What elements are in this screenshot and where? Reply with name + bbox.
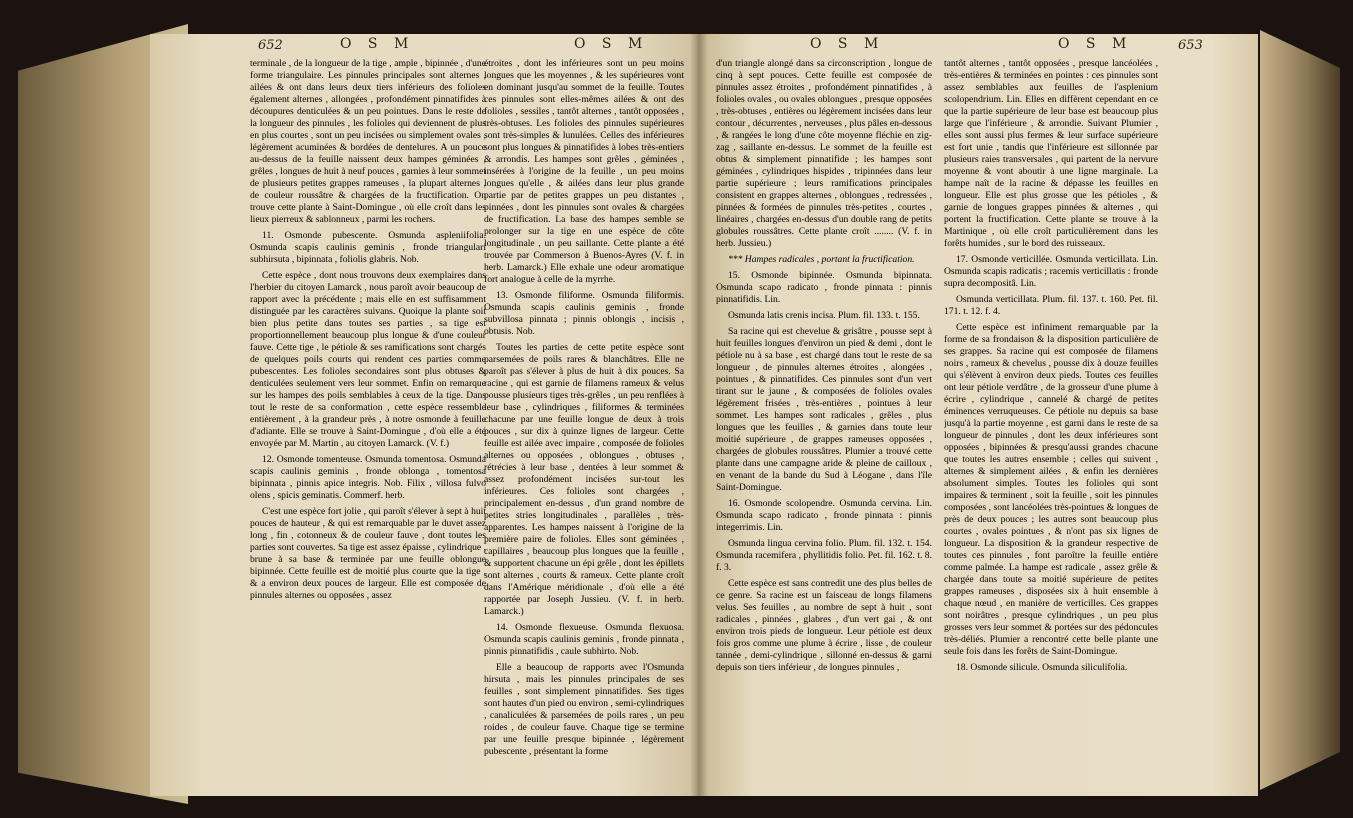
paragraph: Osmunda verticillata. Plum. fil. 137. t. 160. Pet. fil. 171. t. 12. f. 4.: [944, 294, 1158, 317]
paragraph: Toutes les parties de cette petite espèce sont parsemées de poils rares & blanchâtres. Elle ne paroît pas s'élever à plus de huit à dix pouces. Sa racine , qui est garnie de filamens rameux & velus pousse plusieurs tiges très-grêles , un peu renflées à leur base , cylindriques , filiformes & terminées chacune par une feuille longue de deux à trois pouces , sur dix à quinze lignes de largeur. Cette feuille est ailée avec impaire , composée de folioles alternes ou opposées , oblongues , obtuses , rétrécies à leur base , dentées à leur sommet & assez profondément incisées sur-tout les inférieures. Ces folioles sont chargées , principalement en-dessus , d'un grand nombre de petites stries longitudinales , parallèles , très-apparentes. Les hampes naissent à l'origine de la première paire de folioles. Elles sont géminées , capillaires , beaucoup plus longues que la feuille , & supportent chacune un épi grêle , dont les épillets sont alternes , courts & rameux. Cette plante croît dans l'Amérique méridionale , d'où elle a été rapportée par Joseph Jussieu. (V. f. in herb. Lamarck.): [484, 342, 684, 617]
left-running-head-1: O S M: [340, 36, 415, 52]
paragraph: 11. Osmonde pubescente. Osmunda aspleniifolia. Osmunda scapis caulinis geminis , fronde triangulari subhirsuta , bipinnata , foliolis glabris. Nob.: [250, 230, 486, 265]
paragraph: tantôt alternes , tantôt opposées , presque lancéolées , très-entières & terminées en pointes : ces pinnules sont assez semblables aux feuilles de l'asplenium scolopendrium. Lin. Elles en diffèrent cependant en ce que la partie supérieure de leur base est beaucoup plus large que l'inférieure , & arrondie. Suivant Plumier , elles sont aussi plus fermes & leur surface supérieure est fort unie , tandis que l'inférieure est sillonnée par plusieurs raies transversales , qui partent de la nervure moyenne & vont aboutir à une ligne marginale. La hampe naît de la racine & dépasse les feuilles en longueur. Elle est plus grosse que les pétioles , & garnie de longues grappes pinnées & alternes , qui portent la fructification. Cette plante se trouve à la Martinique , où elle croît particulièrement dans les forêts humides , sur le bord des ruisseaux.: [944, 58, 1158, 249]
paragraph: Osmunda lingua cervina folio. Plum. fil. 132. t. 154. Osmunda racemifera , phyllitidis folio. Pet. fil. 162. t. 8. f. 3.: [716, 538, 932, 573]
paragraph: 15. Osmonde bipinnée. Osmunda bipinnata. Osmunda scapo radicato , fronde pinnata : pinnis pinnatifidis. Lin.: [716, 270, 932, 305]
paragraph: 17. Osmonde verticillée. Osmunda verticillata. Lin. Osmunda scapis radicatis ; racemis verticillatis : fronde supra decompositâ. Lin.: [944, 254, 1158, 289]
section-heading: *** Hampes radicales , portant la fructification.: [728, 254, 915, 265]
paragraph: étroites , dont les inférieures sont un peu moins longues que les moyennes , & les supérieures vont en dominant jusqu'au sommet de la feuille. Toutes ces pinnules sont elles-mêmes ailées & ont des folioles , sessiles , tantôt alternes , tantôt opposées , très-obtuses. Les folioles des pinnules supérieures sont très-simples & lunulées. Celles des inférieures sont plus longues & pinnatifides à lobes très-entiers & arrondis. Les hampes sont grêles , géminées , insérées à l'origine de la feuille , un peu moins longues qu'elle , & ailées dans leur plus grande partie par de petites grappes un peu distantes , pinnées , dont les pinnules sont ovales & chargées de fructification. La base des hampes semble se prolonger sur la tige en une espèce de côte longitudinale , un peu saillante. Cette plante a été trouvée par Commerson à Buenos-Ayres (V. f. in herb. Lamarck.) Elle exhale une odeur aromatique fort analogue à celle de la myrrhe.: [484, 58, 684, 285]
left-page-number: 652: [258, 38, 283, 53]
paragraph: 14. Osmonde flexueuse. Osmunda flexuosa. Osmunda scapis caulinis geminis , fronde pinnata , pinnis pinnatifidis , caule subhirto. Nob.: [484, 622, 684, 657]
paragraph: Cette espèce , dont nous trouvons deux exemplaires dans l'herbier du citoyen Lamarck , nous paroît avoir beaucoup de rapport avec la précédente ; mais elle en est suffisamment distinguée par les caractères suivans. Quoique la plante soit bien plus petite dans toutes ses parties , sa tige est proportionnellement beaucoup plus longue & d'une couleur fauve. Cette tige , le pétiole & ses ramifications sont chargés de quelques poils courts qui rendent ces parties comme pubescentes. Les folioles secondaires sont plus obtuses & denticulées seulement vers leur sommet. Enfin on remarque sur les hampes des poils semblables à ceux de la tige. Dans tout le reste de sa conformation , cette espèce ressemble entièrement , à la grandeur près , à notre osmonde à feuille d'adiante. Elle se trouve à Saint-Domingue , d'où elle a été envoyée par M. Martin , au citoyen Lamarck. (V. f.): [250, 270, 486, 449]
paragraph: Sa racine qui est chevelue & grisâtre , pousse sept à huit feuilles longues d'environ un pied & demi , dont le pétiole nu à sa base , est chargé dans tout le reste de sa longueur , de pinnules alternes étroites , alongées , pointues , & pinnatifides. Ces pinnules sont d'un vert tirant sur le jaune , & composées de folioles ovales légèrement frisées , très-entières , pointues à leur sommet. Les hampes sont radicales , grêles , plus longues que les feuilles , & garnies dans toute leur moitié supérieure , de grappes rameuses opposées , chargées de globules roussâtres. Plumier a trouvé cette plante dans une campagne aride & pleine de cailloux , en venant de la bande du Sud à Léogane , dans l'île Saint-Domingue.: [716, 326, 932, 493]
paragraph: C'est une espèce fort jolie , qui paroît s'élever à sept à huit pouces de hauteur , & qui est remarquable par le duvet assez long , fin , cotonneux & de couleur fauve , dont toutes les parties sont couvertes. Sa tige est assez épaisse , cylindrique , brune à sa base & terminée par une feuille oblongue bipinnée. Cette feuille est de moitié plus courte que la tige , & a environ deux pouces de largeur. Elle est composée de pinnules alternes ou opposées , assez: [250, 506, 486, 601]
right-page-number: 653: [1178, 38, 1203, 53]
paragraph: Cette espèce est sans contredit une des plus belles de ce genre. Sa racine est un faisceau de longs filamens velus. Ses feuilles , au nombre de sept à huit , sont radicales , pinnées , glabres , d'un vert gai , & ont environ trois pieds de longueur. Leur pétiole est deux fois gros comme une plume à écrire , lisse , de couleur tannée , demi-cylindrique , sillonné en-dessus & garni depuis son tiers inférieur , de longues pinnules ,: [716, 578, 932, 673]
paragraph: 16. Osmonde scolopendre. Osmunda cervina. Lin. Osmunda scapo radicato , fronde pinnata : pinnis integerrimis. Lin.: [716, 498, 932, 533]
right-page-column-2: [944, 58, 1158, 758]
paragraph: 12. Osmonde tomenteuse. Osmunda tomentosa. Osmunda scapis caulinis geminis , fronde oblonga , tomentosa bipinnata , pinnis apice integris. Nob. Filix , villosa fulvo olens , spicis geminatis. Commerf. herb.: [250, 454, 486, 501]
paragraph: 18. Osmonde silicule. Osmunda siliculifolia.: [956, 662, 1128, 673]
paragraph: Elle a beaucoup de rapports avec l'Osmunda hirsuta , mais les pinnules principales de ses feuilles , sont simplement pinnatifides. Ses tiges sont hautes d'un pied ou environ , semi-cylindriques , canaliculées & parsemées de poils rares , un peu roides , de couleur fauve. Chaque tige se termine par une feuille presque bipinnée , légèrement pubescente , présentant la forme: [484, 662, 684, 757]
paragraph: terminale , de la longueur de la tige , ample , bipinnée , d'une forme triangulaire. Les pinnules principales sont alternes , ailées & ont dans leurs deux tiers inférieurs des folioles également alternes , allongées , profondément pinnatifides à découpures denticulées & un peu pointues. Dans le reste de la longueur des pinnules , les folioles qui deviennent de plus en plus courtes , sont un peu incisées ou simplement ovales , légèrement acuminées & bordées de dentelures. A un pouce au-dessus de la feuille naissent deux hampes géminées , grêles , longues de huit à neuf pouces , garnies à leur sommet de plusieurs petites grappes rameuses , la plupart alternes , de couleur roussâtre & chargées de la fructification. On trouve cette plante à Saint-Domingue , où elle croît dans les lieux pierreux & sablonneux , parmi les rochers.: [250, 58, 486, 225]
right-page-column-1: [716, 58, 932, 758]
right-page-edges: [1260, 30, 1340, 790]
left-page-column-2: [484, 58, 684, 758]
book-gutter: [690, 34, 708, 796]
paragraph: Osmunda latis crenis incisa. Plum. fil. 133. t. 155.: [728, 310, 920, 321]
right-running-head-2: O S M: [1058, 36, 1133, 52]
paragraph: 13. Osmonde filiforme. Osmunda filiformis. Osmunda scapis caulinis geminis , fronde subvillosa pinnata ; pinnis oblongis , incisis , obtusis. Nob.: [484, 290, 684, 337]
right-running-head-1: O S M: [810, 36, 885, 52]
left-running-head-2: O S M: [574, 36, 649, 52]
left-page-column-1: [250, 58, 486, 758]
paragraph: Cette espèce est infiniment remarquable par la forme de sa frondaison & la disposition particulière de ses grappes. Sa racine qui est composée de filamens noirs , rameux & chevelus , pousse dix à douze feuilles qui s'élèvent à environ deux pieds. Toutes ces feuilles ont leur pétiole verdâtre , de la grosseur d'une plume à écrire , cylindrique , cannelé & chargé de petites éminences verruqueuses. Ce pétiole nu depuis sa base jusqu'à la partie moyenne , est garni dans le reste de sa longueur de pinnules , dont les deux inférieures sont opposées , bipinnées & presqu'aussi grandes chacune que toutes les autres ensemble ; celles qui suivent , alternes & simplement ailées , & enfin les dernières absolument simples. Toutes les folioles qui sont impaires & terminent , soit la feuille , soit les pinnules composées , sont lancéolées très-pointues & longues de près de deux pouces ; les autres sont beaucoup plus courtes , ovales pointues , & n'ont pas six lignes de longueur. La disposition & la grandeur respective de toutes ces pinnules , font paroître la feuille entière comme palmée. La hampe est radicale , assez grêle & chargée dans toute sa moitié supérieure de petites grappes rameuses , disposées six à huit ensemble à chaque nœud , en manière de verticilles. Ces grappes sont noirâtres , presque cylindriques , un peu plus grosses vers leur sommet & portées sur des pédoncules très-déliés. Plumier a rencontré cette belle plante une seule fois dans les forêts de Saint-Domingue.: [944, 322, 1158, 657]
paragraph: d'un triangle alongé dans sa circonscription , longue de cinq à sept pouces. Cette feuille est composée de pinnules assez étroites , profondément pinnatifides , à folioles ovales , ou ovales oblongues , presque opposées , très-obtuses , entières ou légèrement incisées dans leur contour , décurrentes , nerveuses , plus pâles en-dessous , & rangées le long d'une côte moyenne fléchie en zig-zag , saillante en-dessus. Le sommet de la feuille est obtus & simplement pinnatifide ; les hampes sont géminées , cylindriques hispides , tripinnées dans leur partie supérieure ; leurs ramifications principales consistent en grappes alternes , oblongues , redressées , pinnées & formées de pinnules très-petites , courtes , linéaires , chargées en-dessus d'un double rang de petits globules roussâtres. Cette plante croît ........ (V. f. in herb. Jussieu.): [716, 58, 932, 249]
